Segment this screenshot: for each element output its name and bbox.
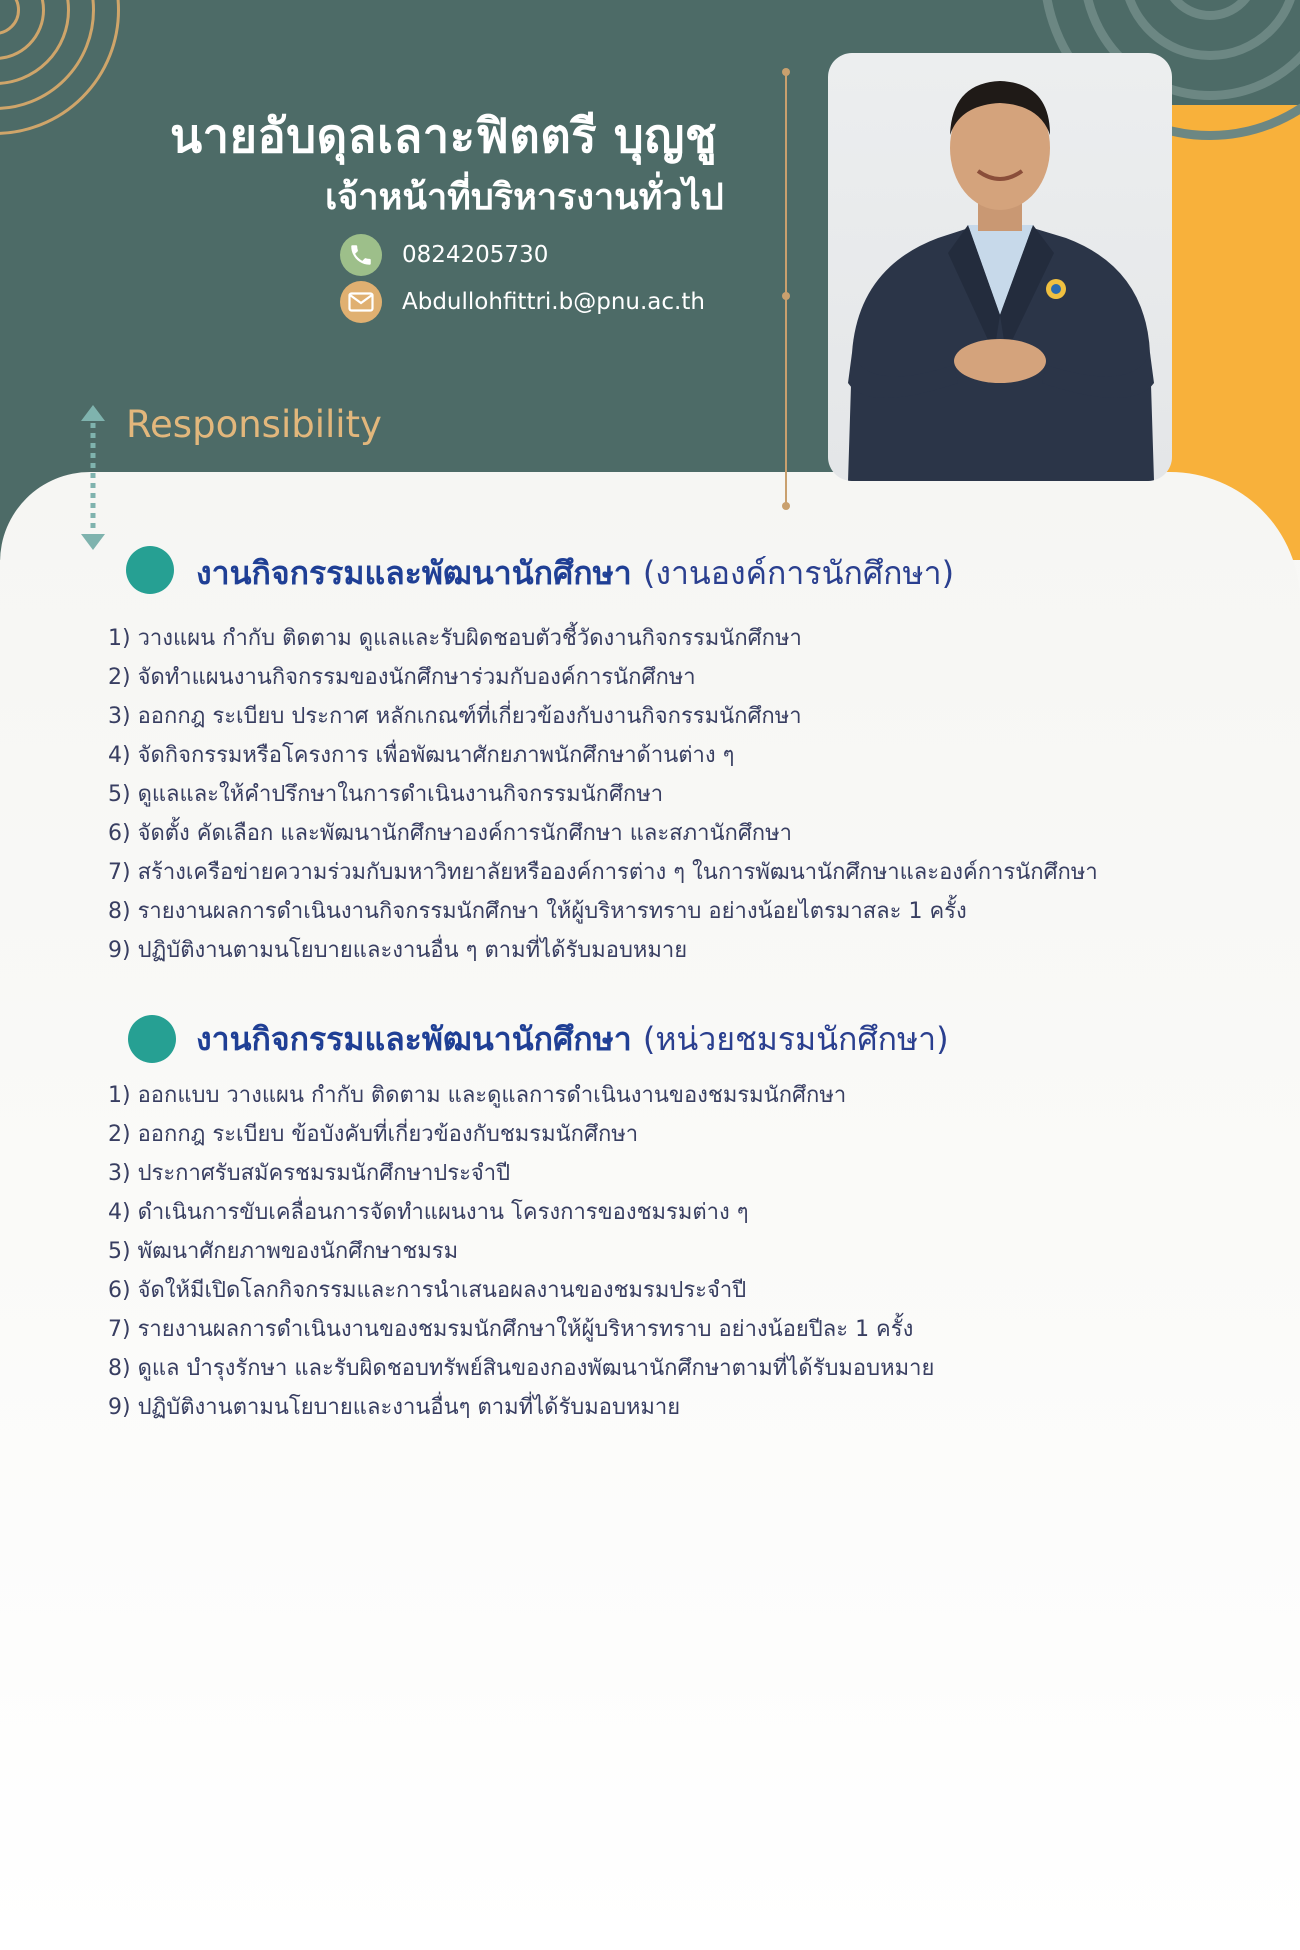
list-item: 7) รายงานผลการดำเนินงานของชมรมนักศึกษาให้ผู้บริหารทราบ อย่างน้อยปีละ 1 ครั้ง bbox=[108, 1317, 914, 1342]
responsibility-heading: Responsibility bbox=[126, 403, 382, 446]
section-title-main: งานกิจกรรมและพัฒนานักศึกษา bbox=[196, 1020, 632, 1058]
section-title-student-organization bbox=[196, 548, 954, 599]
phone-icon bbox=[340, 234, 382, 276]
email-contact[interactable] bbox=[340, 281, 705, 323]
phone-number: 0824205730 bbox=[402, 242, 549, 268]
vertical-divider bbox=[785, 70, 787, 508]
profile-name: นายอับดุลเลาะฟิตตรี บุญชู bbox=[170, 109, 718, 164]
section-title-student-clubs bbox=[196, 1014, 949, 1065]
list-item: 5) ดูแลและให้คำปรึกษาในการดำเนินงานกิจกรรมนักศึกษา bbox=[108, 782, 664, 807]
section-title-subtitle: (หน่วยชมรมนักศึกษา) bbox=[642, 1020, 949, 1058]
profile-photo bbox=[828, 53, 1172, 481]
email-address: Abdullohfittri.b@pnu.ac.th bbox=[402, 289, 705, 315]
section-title-main: งานกิจกรรมและพัฒนานักศึกษา bbox=[196, 554, 632, 592]
list-item: 6) จัดตั้ง คัดเลือก และพัฒนานักศึกษาองค์การนักศึกษา และสภานักศึกษา bbox=[108, 821, 792, 846]
list-item: 4) จัดกิจกรรมหรือโครงการ เพื่อพัฒนาศักยภาพนักศึกษาด้านต่าง ๆ bbox=[108, 743, 735, 768]
list-item: 1) วางแผน กำกับ ติดตาม ดูแลและรับผิดชอบตัวชี้วัดงานกิจกรรมนักศึกษา bbox=[108, 626, 802, 651]
section-bullet-dot bbox=[128, 1015, 176, 1063]
list-item: 8) ดูแล บำรุงรักษา และรับผิดชอบทรัพย์สินของกองพัฒนานักศึกษาตามที่ได้รับมอบหมาย bbox=[108, 1356, 935, 1381]
section-title-subtitle: (งานองค์การนักศึกษา) bbox=[642, 554, 955, 592]
list-item: 8) รายงานผลการดำเนินงานกิจกรรมนักศึกษา ให้ผู้บริหารทราบ อย่างน้อยไตรมาสละ 1 ครั้ง bbox=[108, 899, 967, 924]
list-item: 9) ปฏิบัติงานตามนโยบายและงานอื่น ๆ ตามที่ได้รับมอบหมาย bbox=[108, 938, 688, 963]
phone-contact[interactable] bbox=[340, 234, 548, 276]
double-arrow-icon bbox=[78, 405, 108, 550]
list-item: 3) ออกกฎ ระเบียบ ประกาศ หลักเกณฑ์ที่เกี่ยวข้องกับงานกิจกรรมนักศึกษา bbox=[108, 704, 802, 729]
list-item: 7) สร้างเครือข่ายความร่วมกับมหาวิทยาลัยหรือองค์การต่าง ๆ ในการพัฒนานักศึกษาและองค์การนักศึกษา bbox=[108, 860, 1098, 885]
list-item: 2) จัดทำแผนงานกิจกรรมของนักศึกษาร่วมกับองค์การนักศึกษา bbox=[108, 665, 696, 690]
divider-dot-bottom bbox=[782, 502, 790, 510]
section-bullet-dot bbox=[126, 546, 174, 594]
list-item: 2) ออกกฎ ระเบียบ ข้อบังคับที่เกี่ยวข้องกับชมรมนักศึกษา bbox=[108, 1122, 639, 1147]
list-item: 6) จัดให้มีเปิดโลกกิจกรรมและการนำเสนอผลงานของชมรมประจำปี bbox=[108, 1278, 747, 1303]
envelope-icon bbox=[340, 281, 382, 323]
list-item: 3) ประกาศรับสมัครชมรมนักศึกษาประจำปี bbox=[108, 1161, 511, 1186]
decorative-rings-left bbox=[0, 0, 120, 135]
list-item: 1) ออกแบบ วางแผน กำกับ ติดตาม และดูแลการดำเนินงานของชมรมนักศึกษา bbox=[108, 1083, 847, 1108]
profile-position: เจ้าหน้าที่บริหารงานทั่วไป bbox=[325, 177, 724, 218]
list-item: 5) พัฒนาศักยภาพของนักศึกษาชมรม bbox=[108, 1239, 459, 1264]
list-item: 4) ดำเนินการขับเคลื่อนการจัดทำแผนงาน โครงการของชมรมต่าง ๆ bbox=[108, 1200, 749, 1225]
duty-list-student-organization bbox=[108, 619, 1098, 970]
list-item: 9) ปฏิบัติงานตามนโยบายและงานอื่นๆ ตามที่ได้รับมอบหมาย bbox=[108, 1395, 681, 1420]
divider-dot-middle bbox=[782, 292, 790, 300]
duty-list-student-clubs bbox=[108, 1076, 934, 1427]
divider-dot-top bbox=[782, 68, 790, 76]
